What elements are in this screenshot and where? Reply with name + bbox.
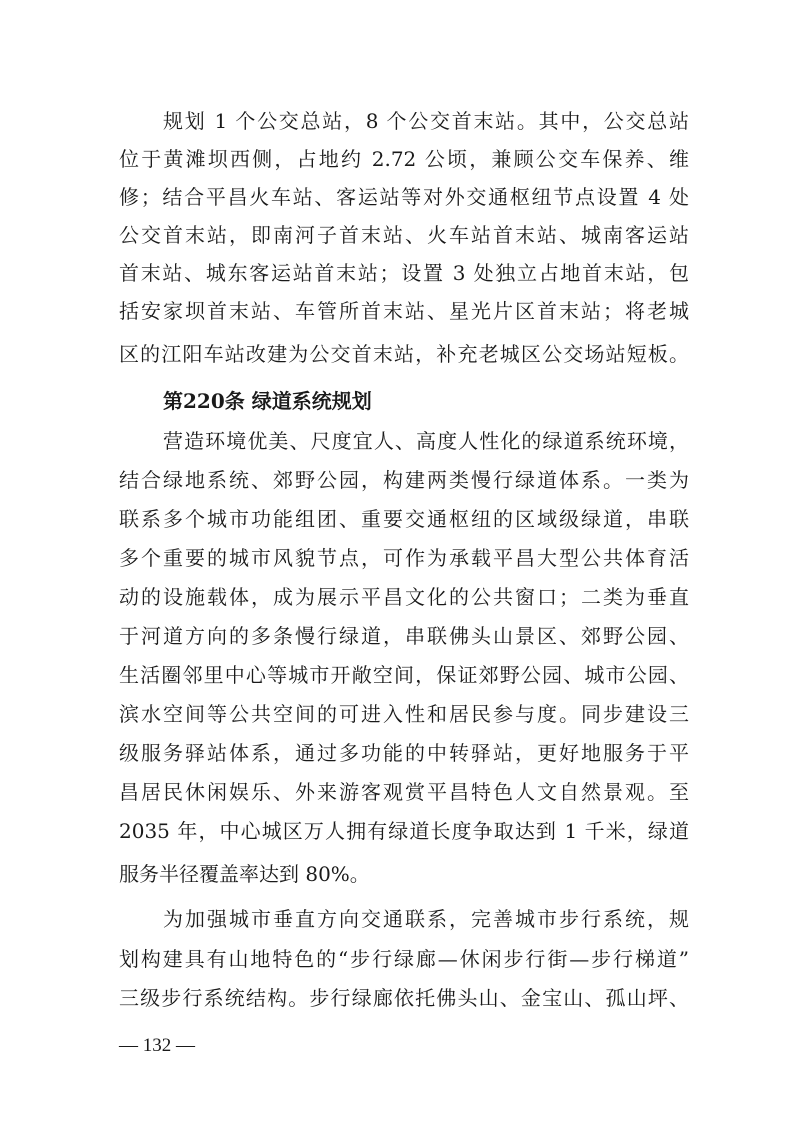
text-line: 滨水空间等公共空间的可进入性和居民参与度。同步建设三	[119, 702, 689, 726]
text-line: 营造环境优美、尺度宜人、高度人性化的绿道系统环境，	[163, 429, 689, 453]
text-line: 结合绿地系统、郊野公园，构建两类慢行绿道体系。一类为	[119, 468, 689, 492]
text-line: 位于黄滩坝西侧，占地约 2.72 公顷，兼顾公交车保养、维	[119, 147, 689, 171]
text-line: 联系多个城市功能组团、重要交通枢纽的区域级绿道，串联	[119, 507, 689, 531]
text-line: 动的设施载体，成为展示平昌文化的公共窗口；二类为垂直	[119, 585, 689, 609]
text-line: 规划 1 个公交总站，8 个公交首末站。其中，公交总站	[163, 109, 689, 133]
text-line: 三级步行系统结构。步行绿廊依托佛头山、金宝山、孤山坪、	[119, 986, 689, 1010]
text-line: 括安家坝首末站、车管所首末站、星光片区首末站；将老城	[119, 299, 689, 323]
text-line: 昌居民休闲娱乐、外来游客观赏平昌特色人文自然景观。至	[119, 780, 689, 804]
text-line: 级服务驿站体系，通过多功能的中转驿站，更好地服务于平	[119, 741, 689, 765]
text-line: 多个重要的城市风貌节点，可作为承载平昌大型公共体育活	[119, 546, 689, 570]
text-line: 首末站、城东客运站首末站；设置 3 处独立占地首末站，包	[119, 261, 689, 285]
page-number: — 132 —	[119, 1035, 195, 1056]
text-line: 为加强城市垂直方向交通联系，完善城市步行系统，规	[163, 907, 689, 931]
text-line: 生活圈邻里中心等城市开敞空间，保证郊野公园、城市公园、	[119, 663, 689, 687]
text-line: 划构建具有山地特色的“步行绿廊—休闲步行街—步行梯道”	[119, 947, 689, 971]
text-line: 公交首末站，即南河子首末站、火车站首末站、城南客运站	[119, 223, 689, 247]
text-line: 区的江阳车站改建为公交首末站，补充老城区公交场站短板。	[119, 342, 689, 366]
section-heading: 第220条 绿道系统规划	[163, 389, 372, 413]
text-line: 于河道方向的多条慢行绿道，串联佛头山景区、郊野公园、	[119, 624, 689, 648]
text-line: 修；结合平昌火车站、客运站等对外交通枢纽节点设置 4 处	[119, 185, 689, 209]
text-line: 服务半径覆盖率达到 80%。	[119, 862, 370, 886]
text-line: 2035 年，中心城区万人拥有绿道长度争取达到 1 千米，绿道	[119, 819, 689, 843]
